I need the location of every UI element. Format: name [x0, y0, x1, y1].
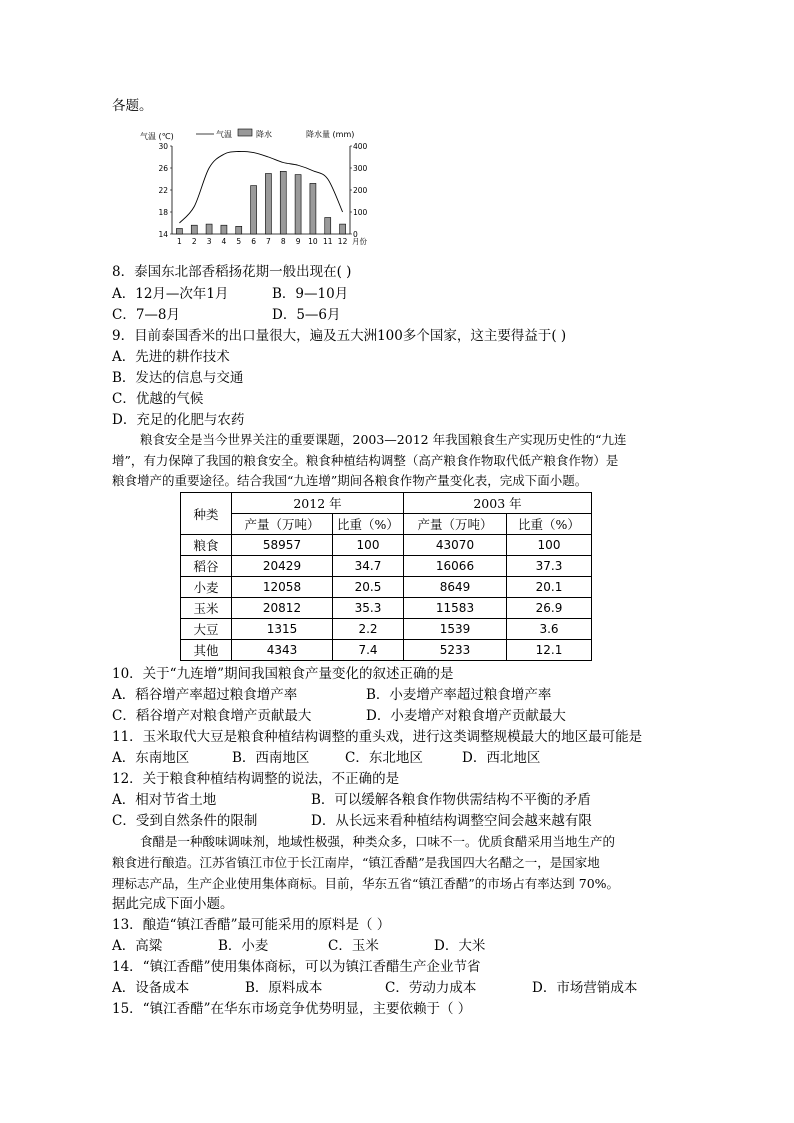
q15-stem: 15．“镇江香醋”在华东市场竞争优势明显，主要依赖于（ ）	[112, 1001, 472, 1017]
month-label: 8	[280, 237, 286, 246]
q12-option-c: C．受到自然条件的限制	[112, 813, 258, 829]
row-ratio-2012: 2.2	[333, 619, 404, 640]
header-ratio-2003: 比重（%）	[507, 514, 592, 535]
q9-option-b: B．发达的信息与交通	[112, 370, 244, 386]
q10-option-a: A．稻谷增产率超过粮食增产率	[112, 687, 298, 703]
precip-bar	[325, 218, 331, 235]
q12-stem: 12．关于粮食种植结构调整的说法，不正确的是	[112, 771, 400, 787]
row-output-2003: 43070	[404, 535, 507, 556]
row-ratio-2012: 100	[333, 535, 404, 556]
precip-bar	[310, 183, 316, 234]
q13-stem: 13．酿造“镇江香醋”最可能采用的原料是（ ）	[112, 917, 391, 933]
header-output-2012: 产量（万吨）	[232, 514, 333, 535]
precip-bar	[221, 225, 227, 234]
precip-bar	[251, 186, 257, 234]
table-row	[181, 619, 592, 640]
passage2-line3: 理标志产品，生产企业使用集体商标。目前，华东五省“镇江香醋”的市场占有率达到 70%。	[112, 876, 620, 891]
intro-tail: 各题。	[112, 98, 153, 114]
month-unit-label: 月份	[352, 237, 367, 246]
row-output-2012: 20429	[232, 556, 333, 577]
q9-option-d: D．充足的化肥与农药	[112, 412, 245, 428]
month-label: 9	[295, 237, 301, 246]
q10-option-b: B．小麦增产率超过粮食增产率	[366, 687, 552, 703]
plot-area	[158, 142, 367, 246]
row-output-2012: 58957	[232, 535, 333, 556]
row-ratio-2003: 20.1	[507, 577, 592, 598]
grain-output-table	[180, 492, 592, 661]
q10-stem: 10．关于“九连增”期间我国粮食产量变化的叙述正确的是	[112, 666, 454, 682]
precip-bar	[295, 175, 301, 234]
month-label: 11	[322, 237, 333, 246]
row-kind: 小麦	[181, 577, 232, 598]
row-kind: 粮食	[181, 535, 232, 556]
table-row	[181, 577, 592, 598]
q11-option-d: D．西北地区	[462, 750, 541, 766]
q14-option-a: A．设备成本	[112, 980, 190, 996]
right-tick-label: 400	[353, 142, 368, 151]
temperature-line	[179, 151, 342, 223]
row-ratio-2003: 3.6	[507, 619, 592, 640]
row-output-2012: 1315	[232, 619, 333, 640]
q11-option-b: B．西南地区	[232, 750, 310, 766]
q14-option-b: B．原料成本	[245, 980, 323, 996]
row-kind: 玉米	[181, 598, 232, 619]
row-ratio-2012: 7.4	[333, 640, 404, 661]
left-tick-label: 14	[158, 230, 168, 239]
q12-option-a: A．相对节省土地	[112, 792, 217, 808]
legend-precip-swatch	[238, 129, 252, 136]
q13-option-d: D．大米	[434, 938, 486, 954]
row-output-2012: 20812	[232, 598, 333, 619]
q8-stem: 8．泰国东北部香稻扬花期一般出现在( )	[112, 264, 352, 280]
legend-temp-label: 气温	[216, 130, 232, 139]
precip-bar	[265, 174, 271, 235]
table-row	[181, 598, 592, 619]
header-kind: 种类	[181, 493, 232, 535]
precip-bar	[176, 229, 182, 235]
row-kind: 大豆	[181, 619, 232, 640]
month-label: 12	[337, 237, 348, 246]
row-output-2012: 4343	[232, 640, 333, 661]
row-output-2012: 12058	[232, 577, 333, 598]
passage2-line1: 食醋是一种酸味调味剂，地域性极强，种类众多，口味不一。优质食醋采用当地生产的	[140, 834, 616, 849]
q9-option-c: C．优越的气候	[112, 391, 204, 407]
q14-stem: 14．“镇江香醋”使用集体商标，可以为镇江香醋生产企业节省	[112, 959, 481, 975]
row-output-2003: 8649	[404, 577, 507, 598]
row-ratio-2003: 100	[507, 535, 592, 556]
passage2-line2: 粮食进行酿造。江苏省镇江市位于长江南岸，“镇江香醋”是我国四大名醋之一，是国家地	[112, 855, 600, 870]
q10-option-c: C．稻谷增产对粮食增产贡献最大	[112, 708, 312, 724]
month-label: 7	[266, 237, 271, 246]
row-output-2003: 16066	[404, 556, 507, 577]
left-tick-label: 26	[158, 164, 168, 173]
q11-stem: 11．玉米取代大豆是粮食种植结构调整的重头戏，进行这类调整规模最大的地区最可能是	[112, 729, 643, 745]
passage1-line3: 粮食增产的重要途径。结合我国“九连增”期间各粮食作物产量变化表，完成下面小题。	[112, 473, 588, 488]
q11-option-c: C．东北地区	[345, 750, 423, 766]
precip-bar	[280, 171, 286, 234]
right-tick-label: 200	[353, 186, 368, 195]
passage1-line2: 增”，有力保障了我国的粮食安全。粮食种植结构调整（高产粮食作物取代低产粮食作物）是	[112, 453, 619, 468]
header-ratio-2012: 比重（%）	[333, 514, 404, 535]
precip-bar	[191, 225, 197, 234]
right-tick-label: 300	[353, 164, 368, 173]
left-axis-label: 气温 (℃)	[140, 132, 174, 141]
month-label: 10	[308, 237, 318, 246]
row-kind: 其他	[181, 640, 232, 661]
row-kind: 稻谷	[181, 556, 232, 577]
month-label: 3	[206, 237, 212, 246]
legend-precip-label: 降水	[256, 130, 272, 139]
q9-option-a: A．先进的耕作技术	[112, 349, 230, 365]
row-ratio-2012: 35.3	[333, 598, 404, 619]
q9-stem: 9．目前泰国香米的出口量很大，遍及五大洲100多个国家，这主要得益于( )	[112, 328, 567, 344]
q13-option-a: A．高粱	[112, 938, 163, 954]
row-output-2003: 11583	[404, 598, 507, 619]
month-label: 1	[177, 237, 182, 246]
row-ratio-2003: 12.1	[507, 640, 592, 661]
table-row	[181, 640, 592, 661]
row-ratio-2012: 34.7	[333, 556, 404, 577]
q8-option-a: A．12月—次年1月	[112, 286, 229, 302]
precip-bar	[206, 224, 212, 234]
q14-option-c: C．劳动力成本	[385, 980, 477, 996]
q13-option-b: B．小麦	[218, 938, 269, 954]
month-label: 5	[236, 237, 242, 246]
q8-option-d: D．5—6月	[272, 307, 341, 323]
right-axis-label: 降水量 (mm)	[306, 130, 355, 139]
month-label: 4	[221, 237, 227, 246]
precip-bar	[236, 226, 242, 234]
header-2003: 2003 年	[404, 493, 592, 514]
row-output-2003: 1539	[404, 619, 507, 640]
header-output-2003: 产量（万吨）	[404, 514, 507, 535]
left-tick-label: 22	[158, 186, 168, 195]
q14-option-d: D．市场营销成本	[532, 980, 638, 996]
q10-option-d: D．小麦增产对粮食增产贡献最大	[366, 708, 566, 724]
q8-option-c: C．7—8月	[112, 307, 181, 323]
left-tick-label: 30	[158, 142, 168, 151]
q12-option-b: B．可以缓解各粮食作物供需结构不平衡的矛盾	[311, 792, 591, 808]
passage2-line4: 据此完成下面小题。	[112, 896, 234, 912]
month-label: 6	[251, 237, 256, 246]
row-ratio-2003: 37.3	[507, 556, 592, 577]
q11-option-a: A．东南地区	[112, 750, 190, 766]
month-label: 2	[191, 237, 197, 246]
header-2012: 2012 年	[232, 493, 404, 514]
right-tick-label: 0	[353, 230, 358, 239]
table-row	[181, 535, 592, 556]
passage1-line1: 粮食安全是当今世界关注的重要课题，2003—2012 年我国粮食生产实现历史性的“九连	[140, 432, 627, 447]
table-row	[181, 556, 592, 577]
right-tick-label: 100	[353, 208, 368, 217]
row-output-2003: 5233	[404, 640, 507, 661]
row-ratio-2003: 26.9	[507, 598, 592, 619]
q12-option-d: D．从长远来看种植结构调整空间会越来越有限	[311, 813, 592, 829]
row-ratio-2012: 20.5	[333, 577, 404, 598]
q13-option-c: C．玉米	[328, 938, 379, 954]
left-tick-label: 18	[158, 208, 168, 217]
precip-bar	[340, 224, 346, 234]
climate-chart	[140, 124, 368, 246]
q8-option-b: B．9—10月	[272, 286, 349, 302]
